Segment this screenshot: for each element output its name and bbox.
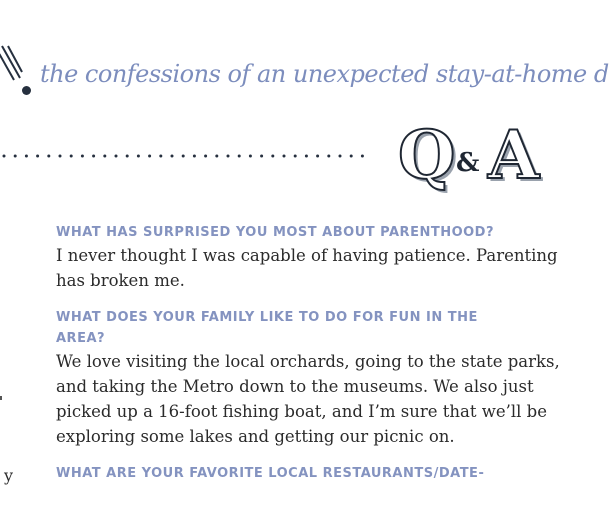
rule-dot — [70, 155, 73, 158]
qa-heading-q: Q — [398, 116, 456, 194]
rule-dot — [171, 155, 174, 158]
margin-mark — [0, 396, 2, 400]
margin-text-fragment: y — [4, 466, 14, 485]
rule-dot — [361, 155, 364, 158]
rule-dot — [238, 155, 241, 158]
rule-dot — [14, 155, 17, 158]
rule-dot — [227, 155, 230, 158]
rule-dot — [305, 155, 308, 158]
rule-dot — [193, 155, 196, 158]
rule-dot — [182, 155, 185, 158]
rule-dot — [249, 155, 252, 158]
answer-line: We love visiting the local orchards, going to the state parks, — [56, 352, 560, 371]
qa-heading-ampersand: & — [456, 148, 480, 178]
rule-dot — [283, 155, 286, 158]
rule-dot — [339, 155, 342, 158]
answer-1 — [56, 243, 558, 293]
question-1: WHAT HAS SURPRISED YOU MOST ABOUT PARENTHOOD? — [56, 225, 495, 240]
rule-dot — [59, 155, 62, 158]
decorative-period — [22, 86, 31, 95]
rule-dot — [148, 155, 151, 158]
question-2: WHAT DOES YOUR FAMILY LIKE TO DO FOR FUN IN THE AREA? — [56, 310, 478, 346]
dotted-rule — [0, 150, 370, 162]
answer-line: I never thought I was capable of having patience. Parenting — [56, 246, 558, 265]
rule-dot — [3, 155, 6, 158]
rule-dot — [316, 155, 319, 158]
answer-line: has broken me. — [56, 271, 185, 290]
rule-dot — [271, 155, 274, 158]
rule-dot — [103, 155, 106, 158]
qa-content — [56, 222, 560, 484]
rule-dot — [260, 155, 263, 158]
qa-heading-a: A — [488, 116, 540, 194]
answer-2 — [56, 349, 560, 449]
rule-dot — [36, 155, 39, 158]
qa-heading — [398, 116, 540, 194]
rule-dot — [47, 155, 50, 158]
header-tagline: the confessions of an unexpected stay-at-home d — [40, 60, 609, 88]
rule-dot — [350, 155, 353, 158]
rule-dot — [92, 155, 95, 158]
rule-dot — [137, 155, 140, 158]
rule-dot — [115, 155, 118, 158]
rule-dot — [126, 155, 129, 158]
answer-line: picked up a 16-foot fishing boat, and I’m sure that we’ll be — [56, 402, 547, 421]
decorative-letter-fragment — [0, 44, 24, 84]
question-3: WHAT ARE YOUR FAVORITE LOCAL RESTAURANTS/DATE- — [56, 466, 485, 481]
rule-dot — [327, 155, 330, 158]
rule-dot — [294, 155, 297, 158]
answer-line: and taking the Metro down to the museums. We also just — [56, 377, 534, 396]
rule-dot — [215, 155, 218, 158]
rule-dot — [204, 155, 207, 158]
rule-dot — [159, 155, 162, 158]
answer-line: exploring some lakes and getting our picnic on. — [56, 427, 455, 446]
rule-dot — [25, 155, 28, 158]
rule-dot — [81, 155, 84, 158]
